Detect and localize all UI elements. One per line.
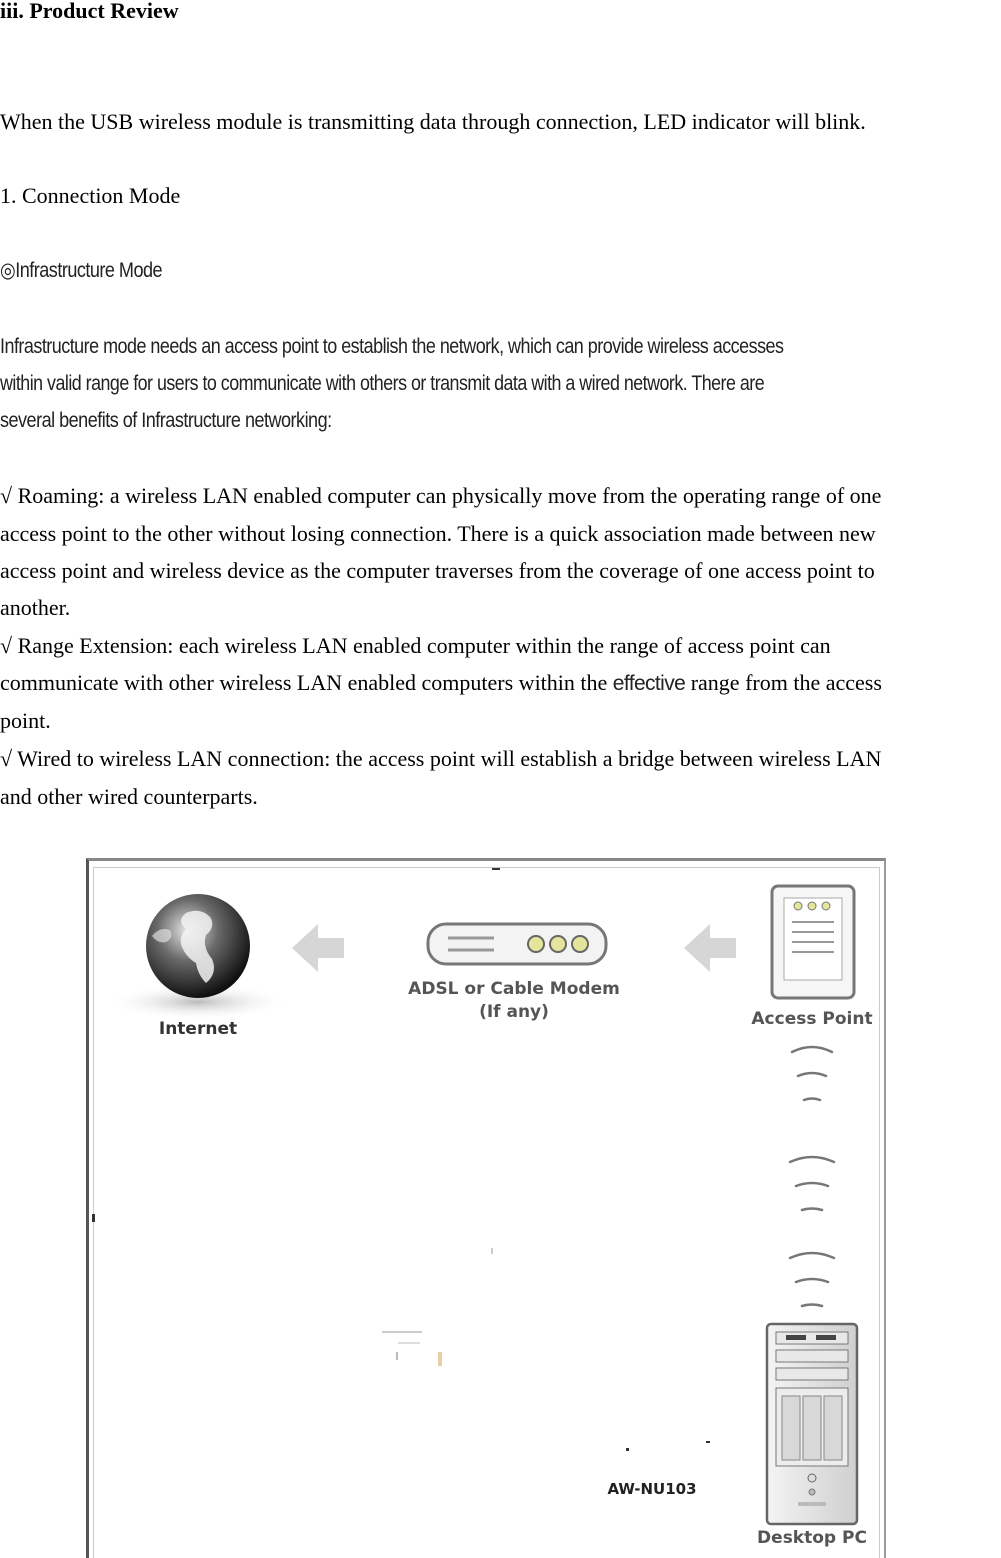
- benefit-line: another.: [0, 595, 71, 620]
- paragraph-line: Infrastructure mode needs an access point to establish the network, which can provide wireless accesses: [0, 335, 784, 358]
- access-point-label: Access Point: [751, 1009, 873, 1029]
- globe-icon: [106, 894, 290, 1020]
- section-heading: iii. Product Review: [0, 0, 179, 23]
- benefit-line: √ Roaming: a wireless LAN enabled computer can physically move from the operating range of one: [0, 483, 882, 508]
- benefit-line: access point to the other without losing connection. There is a quick association made between new: [0, 521, 876, 546]
- arrow-left-icon: [684, 924, 736, 972]
- access-point-icon: [772, 886, 854, 998]
- benefit-line: √ Wired to wireless LAN connection: the access point will establish a bridge between wireless LAN: [0, 746, 882, 771]
- benefit-line: and other wired counterparts.: [0, 784, 258, 809]
- infrastructure-diagram: [86, 858, 886, 1558]
- benefit-text: range from the access: [685, 670, 882, 695]
- benefit-line: √ Range Extension: each wireless LAN enabled computer within the range of access point can: [0, 633, 831, 658]
- modem-icon: [428, 924, 606, 964]
- device-label: AW-NU103: [607, 1480, 697, 1498]
- desktop-pc-label: Desktop PC: [757, 1528, 867, 1548]
- arrow-left-icon: [292, 924, 344, 972]
- diagram-svg: [86, 858, 886, 1558]
- modem-label: ADSL or Cable Modem: [408, 979, 620, 999]
- benefit-line: [0, 670, 882, 697]
- desktop-pc-icon: [767, 1324, 857, 1524]
- benefit-text: communicate with other wireless LAN enabled computers within the: [0, 670, 613, 695]
- modem-sublabel: (If any): [479, 1002, 549, 1022]
- benefit-line: access point and wireless device as the computer traverses from the coverage of one access point to: [0, 558, 875, 583]
- internet-label: Internet: [158, 1019, 238, 1039]
- benefit-line: point.: [0, 708, 51, 733]
- paragraph-line: several benefits of Infrastructure networking:: [0, 409, 332, 432]
- connection-mode-heading: 1. Connection Mode: [0, 183, 181, 208]
- paragraph-line: within valid range for users to communicate with others or transmit data with a wired network. There are: [0, 372, 765, 395]
- wireless-signal-icon: [790, 1047, 834, 1306]
- intro-paragraph: When the USB wireless module is transmitting data through connection, LED indicator will blink.: [0, 109, 866, 134]
- infrastructure-mode-heading: ◎Infrastructure Mode: [0, 259, 163, 282]
- benefit-text-effective: effective: [612, 672, 686, 695]
